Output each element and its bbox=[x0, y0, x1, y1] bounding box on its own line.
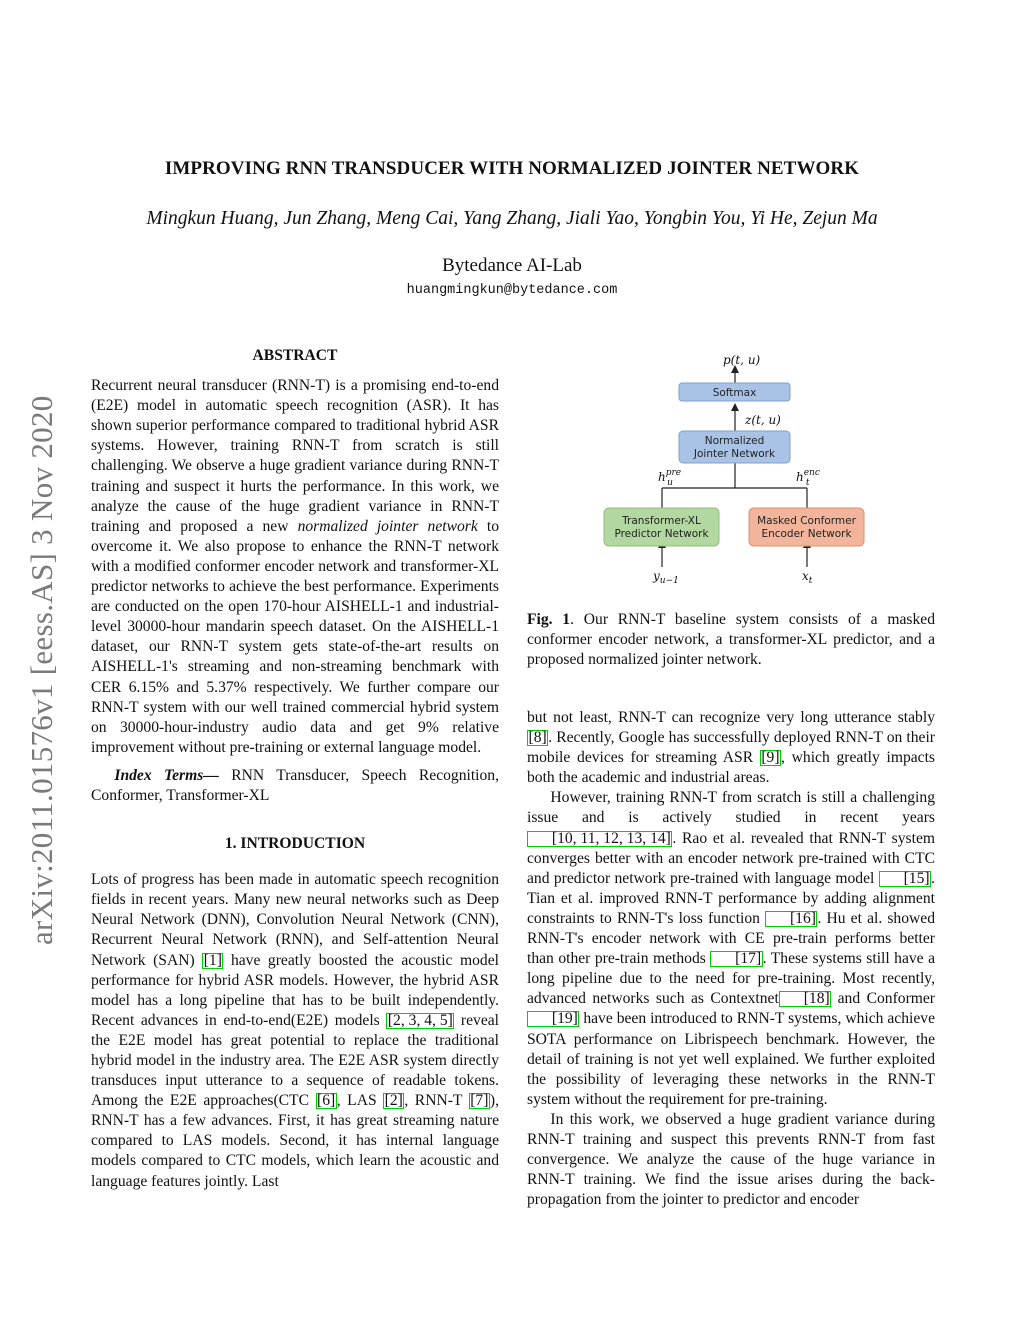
abstract-emphasis: normalized jointer network bbox=[297, 517, 478, 535]
author-list: Mingkun Huang, Jun Zhang, Meng Cai, Yang Zhang, Jiali Yao, Yongbin You, Yi He, Zejun Ma bbox=[146, 208, 878, 229]
introduction-heading: 1. INTRODUCTION bbox=[224, 835, 366, 853]
affiliation: Bytedance AI-Lab bbox=[442, 255, 582, 276]
predictor-label-line2: Predictor Network bbox=[614, 528, 709, 540]
jointer-label-line1: Normalized bbox=[704, 435, 765, 447]
citation-link[interactable]: [18] bbox=[779, 991, 831, 1007]
citation-link[interactable]: [10, 11, 12, 13, 14] bbox=[527, 831, 672, 847]
predictor-label-line1: Transformer-XL bbox=[622, 515, 701, 527]
author-email[interactable]: huangmingkun@bytedance.com bbox=[406, 283, 618, 298]
citation-link[interactable]: [7] bbox=[470, 1092, 489, 1110]
h-pre-label: $h^{pre}$ u bbox=[658, 468, 682, 488]
z-label: z(t, u) bbox=[745, 413, 781, 427]
introduction-paragraph: Lots of progress has been made in automatic speech recognition fields in recent years. Many new neural networks such as Deep Neural Network (DNN), Convolution Neural Network (CNN), Recurrent Neural Network (RNN), and Self-attention Neural Network (SAN) [1] have greatly boosted the acoustic model performance for hybrid ASR models. However, the hybrid ASR model has a long pipeline that has to be built independently. Recent advances in end-to-end(E2E) models [2, 3, 4, 5] reveal the E2E model has great potential to replace the traditional hybrid model in the industry area. The E2E ASR system directly transduces input utterance to a sequence of readable tokens. Among the E2E approaches(CTC [6], LAS [2], RNN-T [7]), RNN-T has a few advances. First, it has great streaming nature compared to LAS models. Second, it has internal language models compared to CTC models, which learn the acoustic and language features jointly. Last bbox=[91, 871, 500, 1190]
index-terms-label: Index Terms— bbox=[114, 766, 219, 784]
paragraph: In this work, we observed a huge gradient variance during RNN-T training and suspect this prevents RNN-T from fast convergence. We analyze the cause of the huge variance in RNN-T training. We find the issue arises during the back-propagation from the jointer to predictor and encoder bbox=[527, 1110, 935, 1209]
citation-link[interactable]: [19] bbox=[527, 1011, 579, 1027]
paragraph: However, training RNN-T from scratch is still a challenging issue and is actively studied in recent years [10, 11, 12, 13, 14]. Rao et al. revealed that RNN-T system converges better with an encoder network pre-trained with CTC and predictor network pre-trained with language model [15]. Tian et al. improved RNN-T performance by adding alignment constraints to RNN-T's loss function [16]. Hu et al. showed RNN-T's encoder network with CE pre-train performs better than other pre-train methods [17]. These systems still have a long pipeline due to the need for pre-training. Most recently, advanced networks such as Contextnet [18] and Conformer[19] have been introduced to RNN-T systems, which achieve SOTA performance on Librispeech benchmark. However, the detail of training is not yet well explained. We further exploited the possibility of leveraging these networks in the RNN-T system without the requirement for pre-training. bbox=[527, 789, 936, 1108]
index-terms: Index Terms— RNN Transducer, Speech Recognition, Conformer, Transformer-XL bbox=[91, 766, 500, 804]
citation-link[interactable]: [17] bbox=[710, 951, 762, 967]
right-column bbox=[527, 708, 935, 1210]
y-input-label: $y_{u-1}$ bbox=[653, 569, 679, 586]
citation-link[interactable]: [6] bbox=[317, 1092, 336, 1110]
encoder-network-box bbox=[749, 508, 864, 546]
encoder-label-line1: Masked Conformer bbox=[757, 515, 856, 527]
citation-link[interactable]: [16] bbox=[765, 911, 817, 927]
citation-link[interactable]: [1] bbox=[203, 951, 222, 969]
citation-link[interactable]: [2, 3, 4, 5] bbox=[387, 1011, 453, 1029]
citation-link[interactable]: [8] bbox=[528, 729, 547, 747]
x-input-label: $x_t$ bbox=[802, 569, 813, 586]
encoder-label-line2: Encoder Network bbox=[761, 528, 852, 540]
rnnt-architecture-diagram bbox=[590, 345, 920, 595]
citation-link[interactable]: [9] bbox=[761, 749, 780, 767]
arxiv-watermark: arXiv:2011.01576v1 [eess.AS] 3 Nov 2020 bbox=[24, 395, 59, 945]
left-column bbox=[91, 346, 499, 1192]
abstract-text: Recurrent neural transducer (RNN-T) is a promising end-to-end (E2E) model in automatic speech recognition (ASR). It has shown superior performance compared to traditional hybrid ASR systems. However, training RNN-T from scratch is still challenging. We observe a huge gradient variance during RNN-T training and suspect it hurts the performance. In this work, we analyze the cause of the huge gradient variance in RNN-T training and proposed a new normalized jointer network to overcome it. We also propose to enhance the RNN-T network with a modified conformer encoder network and transformer-XL predictor networks to achieve the best performance. Experiments are conducted on the open 170-hour AISHELL-1 and industrial-level 30000-hour mandarin speech dataset. On the AISHELL-1 dataset, our RNN-T system gets state-of-the-art results on AISHELL-1's streaming and non-streaming benchmark with CER 6.15% and 5.37% respectively. We further compare our RNN-T system with our well trained commercial hybrid system on 30000-hour-industry audio data and get 9% relative improvement without pre-training or external language model. bbox=[91, 377, 499, 756]
softmax-label: Softmax bbox=[712, 387, 757, 399]
citation-link[interactable]: [2] bbox=[384, 1092, 403, 1110]
figure-caption-label: Fig. 1 bbox=[527, 611, 571, 628]
citation-link[interactable]: [15] bbox=[879, 871, 931, 887]
h-enc-label: $h^{enc}$ t bbox=[796, 468, 820, 488]
output-label: p(t, u) bbox=[723, 353, 761, 367]
abstract-heading: ABSTRACT bbox=[252, 347, 338, 364]
paragraph: but not least, RNN-T can recognize very long utterance stably [8]. Recently, Google has successfully deployed RNN-T on their mobile devices for streaming ASR [9], which greatly impacts both the academic and industrial areas. bbox=[527, 709, 936, 787]
figure-caption: Fig. 1. Our RNN-T baseline system consists of a masked conformer encoder network, a transformer-XL predictor, and a proposed normalized jointer network. bbox=[527, 611, 935, 669]
paper-title: IMPROVING RNN TRANSDUCER WITH NORMALIZED JOINTER NETWORK bbox=[164, 158, 860, 179]
jointer-label-line2: Jointer Network bbox=[693, 448, 776, 460]
predictor-network-box bbox=[604, 508, 719, 546]
